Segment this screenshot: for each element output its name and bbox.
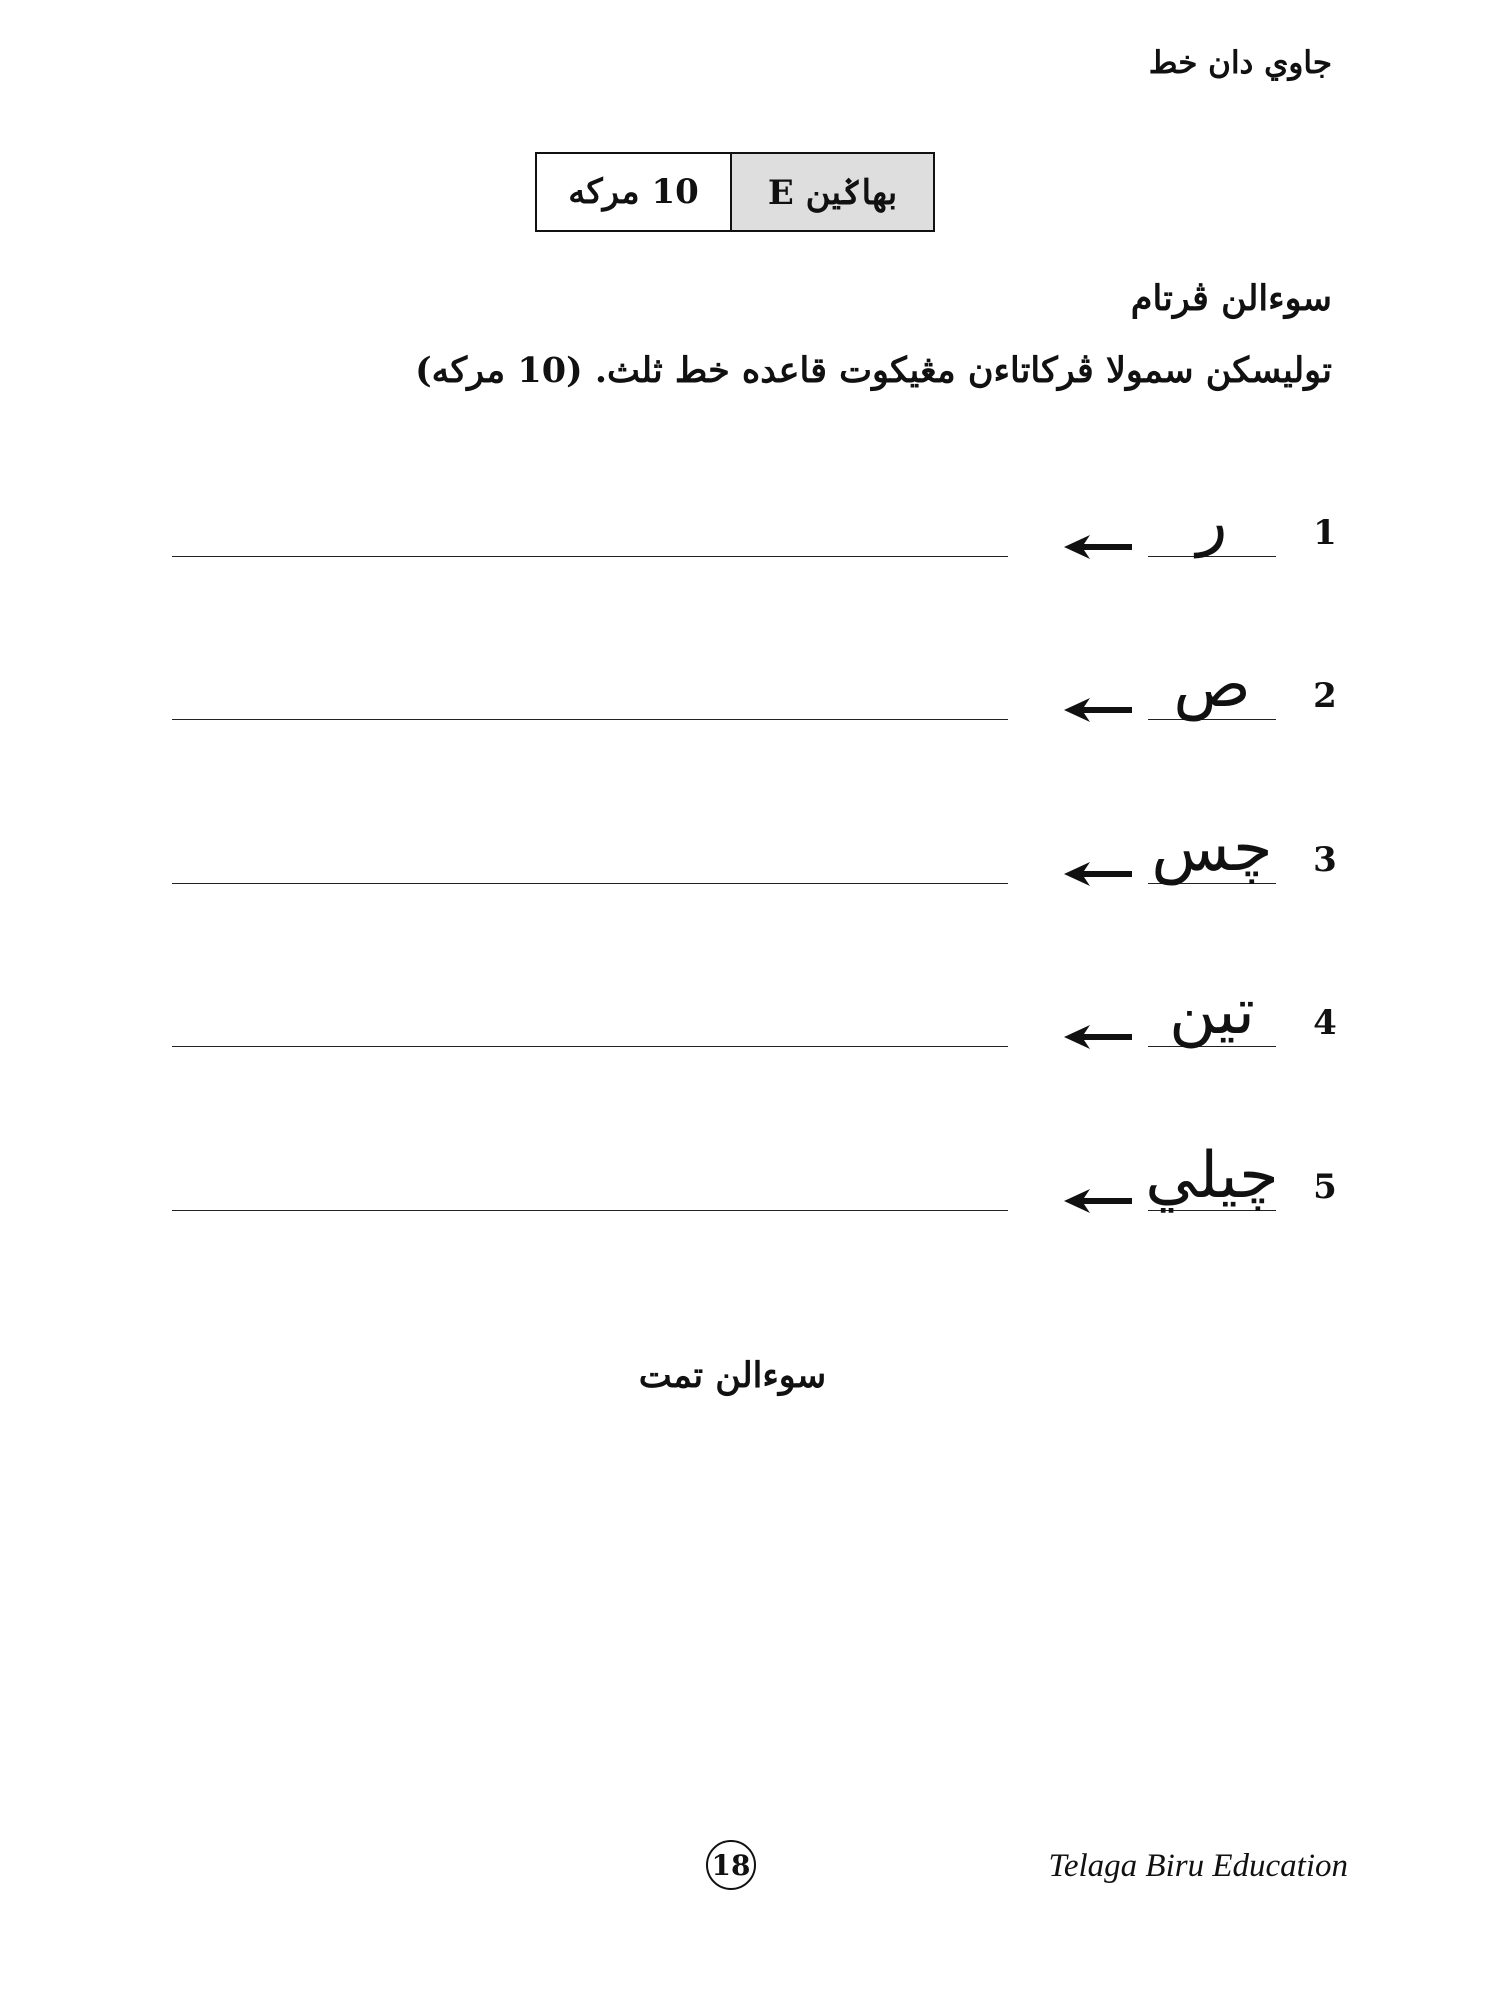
exercise-row: [0, 975, 1500, 1076]
exercise-row: [0, 1139, 1500, 1240]
header-title: جاوي دان خط: [1148, 45, 1332, 81]
answer-line[interactable]: [172, 556, 1008, 557]
exercise-row: [0, 648, 1500, 749]
page-number: 18: [706, 1840, 756, 1890]
arrow-left-icon: [1064, 859, 1134, 889]
sample-word: تين: [1169, 975, 1255, 1049]
exercise-row: [0, 812, 1500, 913]
item-number: 1: [1313, 513, 1337, 553]
sample-word: ر: [1196, 485, 1228, 559]
section-marks: 10 مرکه: [537, 154, 732, 230]
arrow-left-icon: [1064, 1022, 1134, 1052]
question-instruction: توليسکن سمولا ڤرکاتاءن مڠيکوت قاعده خط ثلث. (10 مرکه): [415, 350, 1332, 391]
arrow-left-icon: [1064, 1186, 1134, 1216]
arrow-left-icon: [1064, 695, 1134, 725]
sample-word: چس: [1151, 812, 1273, 886]
sample-word: ص: [1173, 648, 1251, 722]
answer-line[interactable]: [172, 719, 1008, 720]
end-of-questions: سوءالن تمت: [638, 1355, 827, 1396]
answer-line[interactable]: [172, 1210, 1008, 1211]
publisher-name: Telaga Biru Education: [1048, 1848, 1348, 1884]
section-box: [535, 152, 935, 232]
sample-word: چيلي: [1145, 1139, 1279, 1213]
item-number: 3: [1313, 840, 1337, 880]
section-part-label: بهاݢين E: [732, 154, 933, 230]
item-number: 2: [1313, 676, 1337, 716]
exercise-row: [0, 485, 1500, 586]
answer-line[interactable]: [172, 883, 1008, 884]
question-title: سوءالن ڤرتام: [1130, 278, 1332, 319]
answer-line[interactable]: [172, 1046, 1008, 1047]
item-number: 5: [1313, 1167, 1337, 1207]
item-number: 4: [1313, 1003, 1337, 1043]
arrow-left-icon: [1064, 532, 1134, 562]
